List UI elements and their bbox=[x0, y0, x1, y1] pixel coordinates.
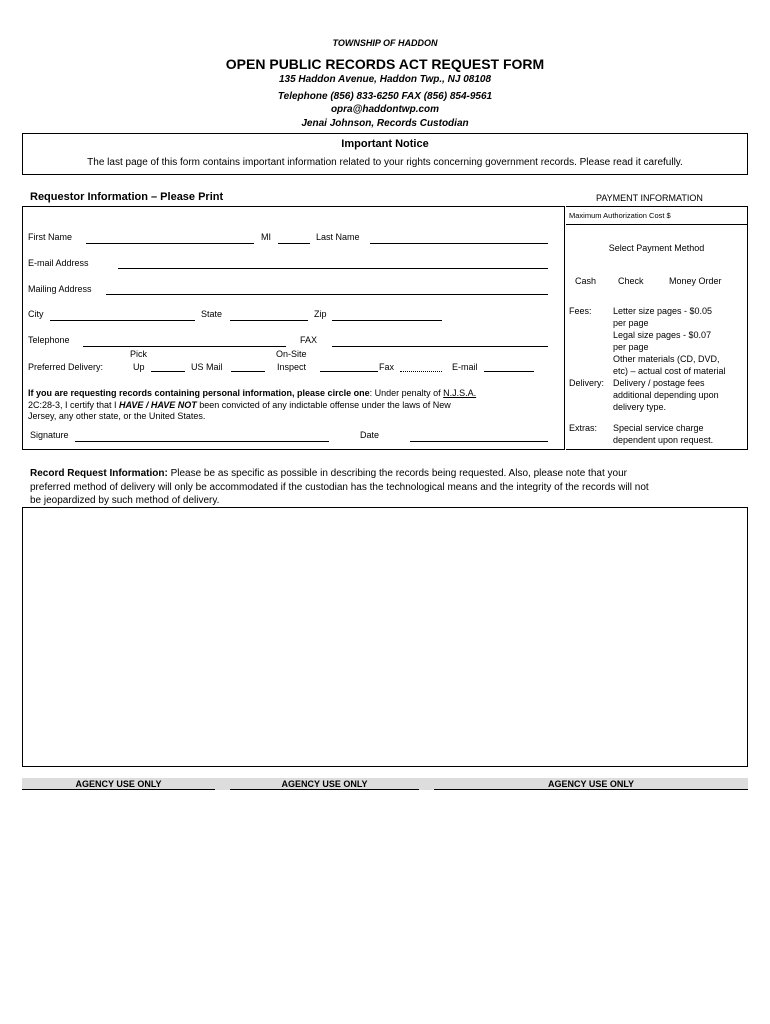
notice-text: The last page of this form contains important information related to your rights concerning government records. Please read it carefully. bbox=[87, 157, 683, 168]
inspect-label: Inspect bbox=[277, 362, 307, 372]
mailing-field[interactable] bbox=[106, 294, 548, 295]
personal-info-bold: If you are requesting records containing personal information, please circle one bbox=[28, 388, 370, 398]
signature-field[interactable] bbox=[75, 441, 329, 442]
delivery-line1: Delivery / postage fees bbox=[613, 378, 705, 388]
record-request-line2: preferred method of delivery will only be accommodated if the custodian has the technological means and the integrity of the records will not bbox=[30, 482, 649, 493]
extras-line2: dependent upon request. bbox=[613, 435, 714, 445]
first-name-field[interactable] bbox=[86, 243, 254, 244]
mi-field[interactable] bbox=[278, 243, 310, 244]
custodian: Jenai Johnson, Records Custodian bbox=[301, 118, 469, 129]
first-name-label: First Name bbox=[28, 232, 73, 242]
payment-box bbox=[566, 206, 748, 450]
personal-info-2b: been convicted of any indictable offense under the laws of New bbox=[196, 400, 451, 410]
mi-label: MI bbox=[261, 232, 271, 242]
telephone-field[interactable] bbox=[83, 346, 286, 347]
fax-label: FAX bbox=[300, 335, 318, 345]
have-have-not-choice[interactable]: HAVE / HAVE NOT bbox=[119, 400, 197, 410]
record-request-line1 bbox=[30, 468, 627, 479]
fees-line5: Other materials (CD, DVD, bbox=[613, 354, 720, 364]
extras-line1: Special service charge bbox=[613, 423, 704, 433]
date-field[interactable] bbox=[410, 441, 548, 442]
notice-box bbox=[22, 133, 748, 175]
extras-label: Extras: bbox=[569, 423, 598, 433]
fax-option-field[interactable] bbox=[400, 371, 442, 372]
fees-label: Fees: bbox=[569, 306, 592, 316]
fees-line4: per page bbox=[613, 342, 649, 352]
record-request-text1: Please be as specific as possible in describing the records being requested. Also, please note that your bbox=[167, 468, 627, 479]
personal-info-rest: : Under penalty of bbox=[369, 388, 444, 398]
city-field[interactable] bbox=[50, 320, 195, 321]
agency-use-3: AGENCY USE ONLY bbox=[434, 779, 748, 790]
cash-option[interactable]: Cash bbox=[575, 276, 597, 286]
pick-label: Pick bbox=[130, 349, 148, 359]
usmail-field[interactable] bbox=[231, 371, 265, 372]
check-option[interactable]: Check bbox=[618, 276, 644, 286]
delivery-line2: additional depending upon bbox=[613, 390, 719, 400]
onsite-label: On-Site bbox=[276, 349, 307, 359]
state-label: State bbox=[201, 309, 223, 319]
city-label: City bbox=[28, 309, 44, 319]
state-field[interactable] bbox=[230, 320, 308, 321]
agency-use-1: AGENCY USE ONLY bbox=[22, 779, 215, 790]
fees-line3: Legal size pages - $0.07 bbox=[613, 330, 712, 340]
township-name: TOWNSHIP OF HADDON bbox=[332, 38, 438, 48]
personal-info-line1 bbox=[28, 388, 476, 398]
preferred-delivery-label: Preferred Delivery: bbox=[28, 362, 104, 372]
email-label: E-mail Address bbox=[28, 258, 89, 268]
pickup-field[interactable] bbox=[151, 371, 185, 372]
email: opra@haddontwp.com bbox=[330, 104, 440, 115]
fees-line6: etc) – actual cost of material bbox=[613, 366, 726, 376]
zip-field[interactable] bbox=[332, 320, 442, 321]
telephone-label: Telephone bbox=[28, 335, 70, 345]
payment-divider bbox=[566, 224, 747, 225]
max-auth-cost: Maximum Authorization Cost $ bbox=[569, 211, 671, 220]
personal-info-line2 bbox=[28, 400, 451, 410]
personal-info-2a: 2C:28-3, I certify that I bbox=[28, 400, 120, 410]
requestor-heading: Requestor Information – Please Print bbox=[30, 191, 224, 203]
form-title: OPEN PUBLIC RECORDS ACT REQUEST FORM bbox=[225, 56, 545, 72]
phone-fax: Telephone (856) 833-6250 FAX (856) 854-9561 bbox=[277, 91, 493, 102]
personal-info-line3: Jersey, any other state, or the United States. bbox=[28, 411, 206, 421]
last-name-label: Last Name bbox=[316, 232, 360, 242]
agency-use-2: AGENCY USE ONLY bbox=[230, 779, 419, 790]
pickup-label: Up bbox=[133, 362, 145, 372]
inspect-field[interactable] bbox=[320, 371, 378, 372]
signature-label: Signature bbox=[30, 430, 69, 440]
fees-line2: per page bbox=[613, 318, 649, 328]
date-label: Date bbox=[360, 430, 380, 440]
notice-title: Important Notice bbox=[341, 138, 429, 150]
last-name-field[interactable] bbox=[370, 243, 548, 244]
email-option-field[interactable] bbox=[484, 371, 534, 372]
record-request-line3: be jeopardized by such method of delivery. bbox=[30, 495, 220, 506]
fees-line1: Letter size pages - $0.05 bbox=[613, 306, 713, 316]
delivery-label: Delivery: bbox=[569, 378, 605, 388]
payment-heading: PAYMENT INFORMATION bbox=[596, 193, 703, 203]
mailing-label: Mailing Address bbox=[28, 284, 92, 294]
zip-label: Zip bbox=[314, 309, 327, 319]
fax-field[interactable] bbox=[332, 346, 548, 347]
delivery-line3: delivery type. bbox=[613, 402, 667, 412]
address: 135 Haddon Avenue, Haddon Twp., NJ 08108 bbox=[278, 74, 492, 85]
fax-option-label: Fax bbox=[379, 362, 395, 372]
select-payment-label: Select Payment Method bbox=[608, 243, 705, 253]
record-request-bold: Record Request Information: bbox=[30, 468, 168, 479]
email-field[interactable] bbox=[118, 268, 548, 269]
email-option-label: E-mail bbox=[452, 362, 478, 372]
usmail-label: US Mail bbox=[191, 362, 223, 372]
njsa-link: N.J.S.A. bbox=[443, 388, 477, 398]
record-request-textarea[interactable] bbox=[22, 507, 748, 767]
money-order-option[interactable]: Money Order bbox=[669, 276, 722, 286]
